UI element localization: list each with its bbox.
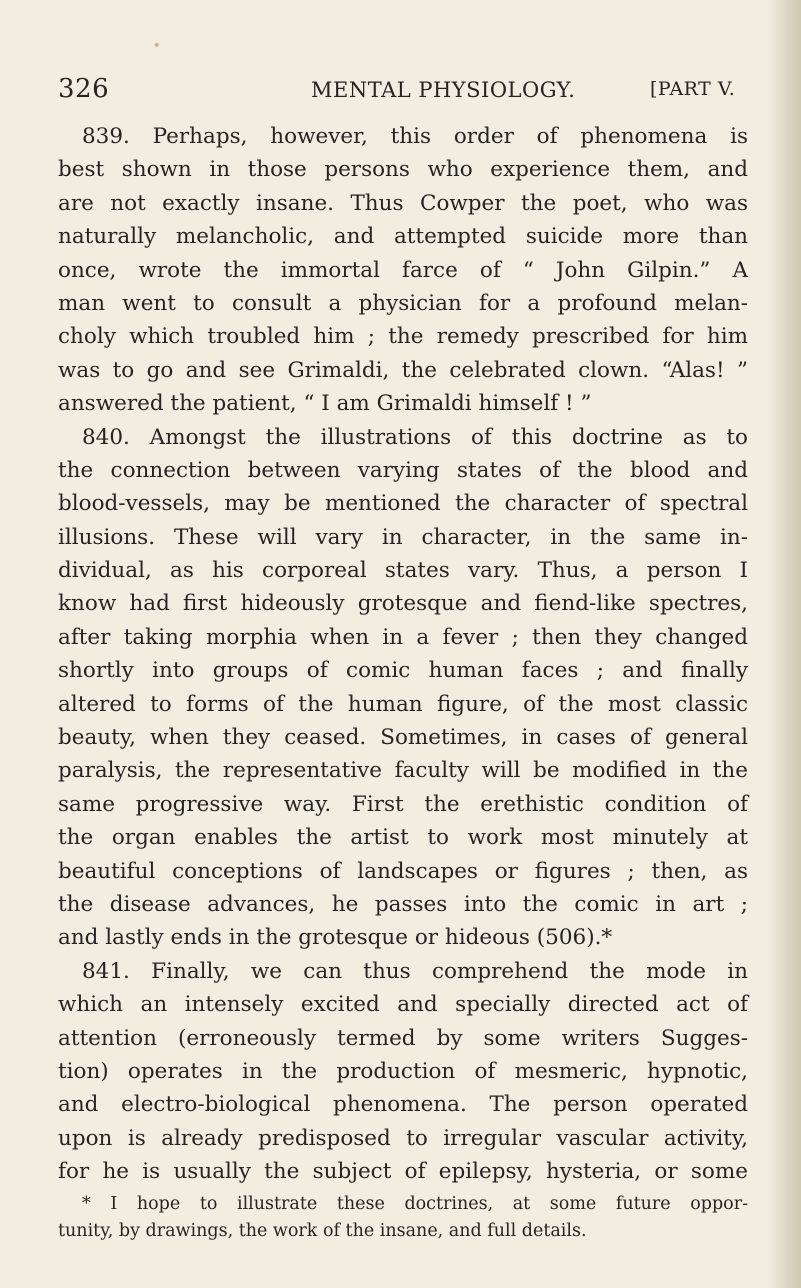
footnote-line: * I hope to illustrate these doctrines, at some future oppor- [82,1193,748,1214]
text-line: shortly into groups of comic human faces ; and finally [58,658,748,684]
footnote-line: tunity, by drawings, the work of the insane, and full details. [58,1220,587,1241]
stray-ink-mark: • [151,37,163,55]
body-text [58,120,748,1189]
page-edge-shadow [767,0,801,1288]
text-line: blood-vessels, may be mentioned the character of spectral [58,491,748,517]
text-line: same progressive way. First the erethistic condition of [58,791,748,817]
text-line: choly which troubled him ; the remedy prescribed for him [58,324,748,350]
text-line: dividual, as his corporeal states vary. Thus, a person I [58,558,748,584]
paragraph-841-line: 841. Finally, we can thus comprehend the mode in [82,958,748,984]
text-line: naturally melancholic, and attempted suicide more than [58,224,748,250]
text-line: attention (erroneously termed by some writers Sugges- [58,1025,748,1051]
text-line: answered the patient, “ I am Grimaldi himself ! ” [58,391,592,417]
text-line: know had first hideously grotesque and fiend-like spectres, [58,591,748,617]
text-line: and electro-biological phenomena. The person operated [58,1092,748,1118]
text-line: which an intensely excited and specially directed act of [58,992,748,1018]
text-line: upon is already predisposed to irregular vascular activity, [58,1125,748,1151]
footnote [58,1191,748,1245]
text-line: beauty, when they ceased. Sometimes, in cases of general [58,725,748,751]
text-line: illusions. These will vary in character, in the same in- [58,524,748,550]
text-line: man went to consult a physician for a profound melan- [58,290,748,316]
text-line: the connection between varying states of the blood and [58,457,748,483]
part-label: [PART V. [650,78,736,100]
paragraph-839-line: 839. Perhaps, however, this order of phenomena is [82,124,748,149]
text-line: the disease advances, he passes into the comic in art ; [58,891,748,917]
text-line: for he is usually the subject of epilepsy, hysteria, or some [58,1159,748,1185]
running-title: MENTAL PHYSIOLOGY. [311,78,576,102]
book-page [58,74,748,1245]
paragraph-840-line: 840. Amongst the illustrations of this doctrine as to [82,424,748,450]
text-line: paralysis, the representative faculty will be modified in the [58,758,748,784]
text-line: once, wrote the immortal farce of “ John Gilpin.” A [58,257,748,283]
text-line: and lastly ends in the grotesque or hideous (506).* [58,925,613,951]
text-line: best shown in those persons who experience them, and [58,157,748,183]
text-line: after taking morphia when in a fever ; then they changed [58,624,748,650]
text-line: are not exactly insane. Thus Cowper the poet, who was [58,190,748,216]
text-line: the organ enables the artist to work most minutely at [58,825,748,851]
text-line: altered to forms of the human figure, of the most classic [58,691,748,717]
text-line: beautiful conceptions of landscapes or figures ; then, as [58,858,748,884]
text-line: tion) operates in the production of mesmeric, hypnotic, [58,1058,748,1084]
running-head [58,74,748,114]
page-number: 326 [58,74,110,104]
text-line: was to go and see Grimaldi, the celebrated clown. “Alas! ” [58,357,748,383]
